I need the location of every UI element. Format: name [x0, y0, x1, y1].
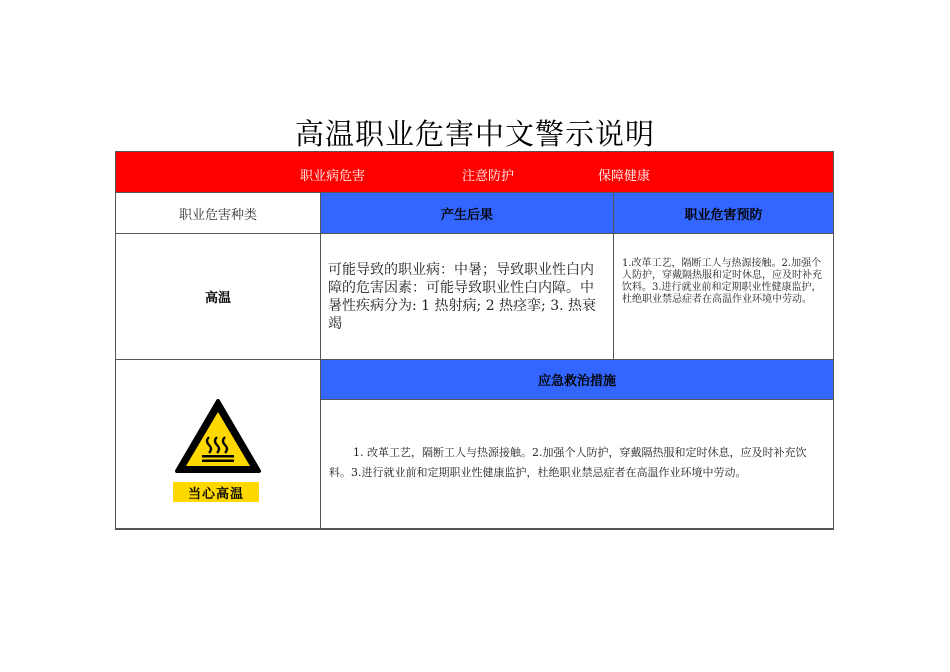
hazard-name-cell: [115, 233, 321, 360]
hazard-name: 高温: [204, 291, 231, 306]
consequence-header: [320, 192, 614, 234]
consequence-text: 可能导致的职业病：中暑；导致职业性白内障的危害因素：可能导致职业性白内障。中暑性疾病分为: 1 热射病; 2 热痉挛; 3. 热衰竭: [328, 262, 597, 332]
warning-sign-label: 当心高温: [173, 482, 259, 502]
consequence-cell: [320, 233, 614, 360]
prevention-text: 1.改革工艺，隔断工人与热源接触。2.加强个人防护，穿戴隔热服和定时休息，应及时补充饮料。3.进行就业前和定期职业性健康监护，杜绝职业禁忌症者在高温作业环境中劳动。: [622, 258, 822, 305]
category-header-label: 职业危害种类: [178, 207, 257, 223]
slogan-1: 职业病危害: [300, 169, 366, 184]
emergency-header-label: 应急救治措施: [537, 374, 616, 389]
prevention-header: [613, 192, 834, 234]
slogan-banner: [115, 151, 834, 193]
hazard-table: [115, 151, 834, 529]
high-temperature-warning-icon: [173, 397, 263, 475]
emergency-text: 1. 改革工艺，隔断工人与热源接触。2.加强个人防护，穿戴隔热服和定时休息，应及时补充饮料。3.进行就业前和定期职业性健康监护，杜绝职业禁忌症者在高温作业环境中劳动。: [329, 446, 807, 479]
document-title: 高温职业危害中文警示说明: [294, 117, 655, 151]
slogan-2: 注意防护: [462, 169, 515, 184]
category-header: [115, 192, 321, 234]
prevention-cell: [613, 233, 834, 360]
emergency-header: [320, 359, 834, 400]
warning-sign-cell: [115, 359, 321, 530]
prevention-header-label: 职业危害预防: [684, 207, 763, 223]
slogan-3: 保障健康: [598, 169, 651, 184]
emergency-cell: [320, 399, 834, 530]
consequence-header-label: 产生后果: [440, 207, 493, 223]
